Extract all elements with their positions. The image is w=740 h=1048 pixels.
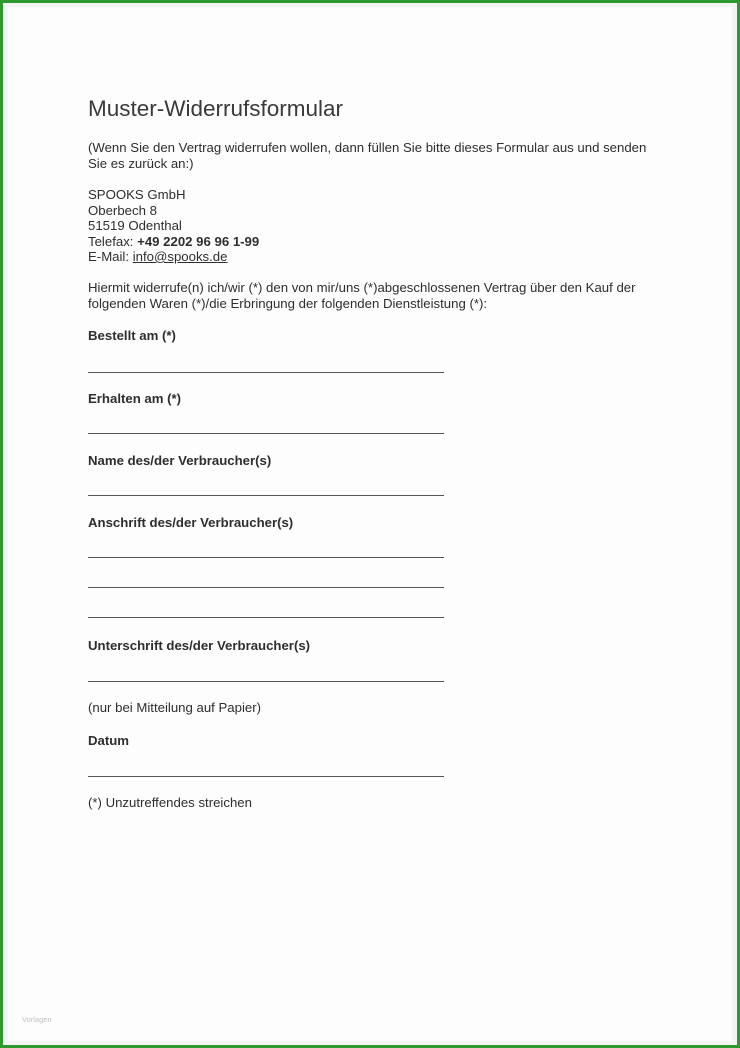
address-line-3[interactable] (88, 617, 444, 618)
statement-line-1: Hiermit widerrufe(n) ich/wir (*) den von mir/uns (*)abgeschlossenen Vertrag über den Kauf der (88, 280, 636, 295)
intro-text (88, 140, 646, 171)
address-line-1[interactable] (88, 557, 444, 558)
address-label: Anschrift des/der Verbraucher(s) (88, 515, 294, 530)
intro-line-2: Sie es zurück an:) (88, 155, 194, 171)
street: Oberbech 8 (88, 202, 157, 218)
signature-line[interactable] (88, 681, 444, 682)
email-row (88, 249, 259, 265)
company-name: SPOOKS GmbH (88, 187, 186, 202)
fax-number: +49 2202 96 96 1-99 (137, 233, 260, 249)
ordered-label: Bestellt am (*) (88, 328, 176, 343)
ordered-line[interactable] (88, 372, 444, 373)
intro-line-1: (Wenn Sie den Vertrag widerrufen wollen, dann füllen Sie bitte dieses Formular aus und senden (88, 140, 647, 155)
received-label: Erhalten am (*) (88, 391, 182, 406)
email-link[interactable]: info@spooks.de (132, 249, 228, 264)
name-label: Name des/der Verbraucher(s) (88, 453, 272, 468)
withdrawal-statement (88, 280, 636, 311)
statement-line-2: folgenden Waren (*)/die Erbringung der folgenden Dienstleistung (*): (88, 295, 488, 311)
footnote: (*) Unzutreffendes streichen (88, 795, 252, 810)
page-title: Muster-Widerrufsformular (88, 96, 344, 121)
address-line-2[interactable] (88, 587, 444, 588)
recipient-address (88, 187, 259, 265)
fax-row (88, 234, 259, 250)
email-label: E-Mail: (88, 249, 133, 264)
date-label: Datum (88, 733, 130, 748)
name-line[interactable] (88, 495, 444, 496)
city: 51519 Odenthal (88, 218, 182, 233)
signature-label: Unterschrift des/der Verbraucher(s) (88, 638, 311, 653)
watermark: Vorlagen (22, 1015, 52, 1024)
signature-note: (nur bei Mitteilung auf Papier) (88, 700, 261, 715)
date-line[interactable] (88, 776, 444, 777)
received-line[interactable] (88, 433, 444, 434)
fax-label: Telefax: (88, 233, 138, 249)
